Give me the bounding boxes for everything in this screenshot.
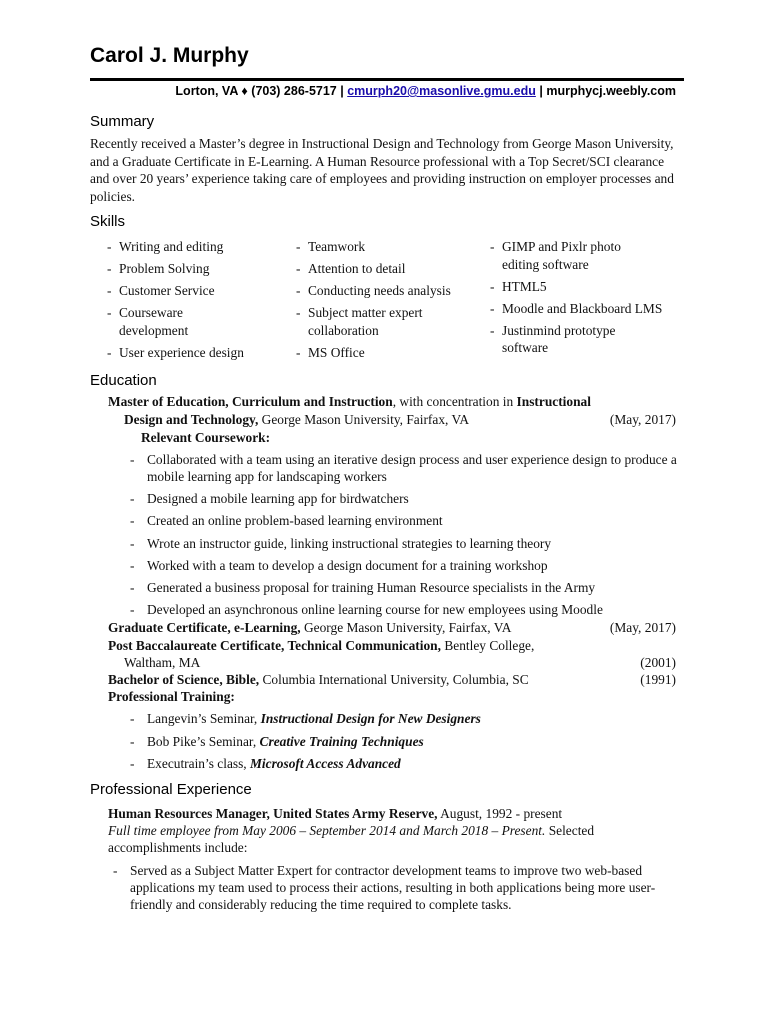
post-bacc-date: (2001) [640, 655, 676, 670]
diamond-icon: ♦ [241, 84, 248, 98]
separator: | [340, 84, 344, 98]
training-item: - Bob Pike’s Seminar, Creative Training Techniques [130, 733, 424, 750]
skill-item: - Teamwork [296, 238, 476, 256]
grad-cert-date: (May, 2017) [609, 620, 676, 635]
separator: | [539, 84, 543, 98]
skill-item: - Moodle and Blackboard LMS [490, 300, 680, 318]
header-rule [90, 78, 684, 81]
skill-item: - Conducting needs analysis [296, 282, 476, 300]
employment-note: Full time employee from May 2006 – September 2014 and March 2018 – Present. Selected [108, 823, 595, 838]
bachelor: Bachelor of Science, Bible, Columbia International University, Columbia, SC [108, 672, 529, 687]
accomplishment-item: - Served as a Subject Matter Expert for contractor development teams to improve two web-based applications my team used to process their actions, resulting in both applications being more user-friendly and considerably reducing the time required to complete tasks. [113, 862, 681, 913]
masters-date: (May, 2017) [609, 412, 676, 427]
experience-heading: Professional Experience [90, 781, 252, 798]
job-title-line: Human Resources Manager, United States Army Reserve, August, 1992 - present [108, 806, 563, 821]
coursework-heading: Relevant Coursework: [141, 430, 271, 445]
location: Lorton, VA [175, 84, 238, 98]
candidate-name: Carol J. Murphy [90, 44, 249, 67]
degree-detail: , with concentration in [392, 394, 517, 409]
coursework-item: - Worked with a team to develop a design document for a training workshop [130, 557, 548, 574]
website: murphycj.weebly.com [546, 84, 676, 98]
skills-column-1 [107, 238, 287, 366]
skill-item: - Justinmind prototype software [490, 322, 662, 357]
post-bacc: Post Baccalaureate Certificate, Technical Communication, Bentley College, [108, 638, 535, 653]
training-heading: Professional Training: [108, 689, 235, 704]
skill-item: - Courseware development [107, 304, 219, 339]
skills-heading: Skills [90, 213, 126, 230]
coursework-item: - Generated a business proposal for training Human Resource specialists in the Army [130, 579, 595, 596]
masters-line-1 [108, 393, 591, 411]
skill-item: - HTML5 [490, 278, 680, 296]
summary-heading: Summary [90, 113, 155, 130]
accomplishments-label: accomplishments include: [108, 840, 248, 855]
coursework-item: - Designed a mobile learning app for birdwatchers [130, 490, 409, 507]
school: George Mason University, Fairfax, VA [258, 412, 470, 427]
skill-item: - MS Office [296, 344, 476, 362]
email-link[interactable]: cmurph20@masonlive.gmu.edu [347, 84, 536, 98]
skill-item: - Customer Service [107, 282, 287, 300]
summary-text: Recently received a Master’s degree in Instructional Design and Technology from George Mason University, and a Graduate Certificate in E-Learning. A Human Resource professional with a Top Secret/SCI clearance and over 20 years’ experience taking care of employees and providing instruction on employer processes and policies. [90, 136, 674, 204]
skill-item: - GIMP and Pixlr photo editing software [490, 238, 652, 273]
training-item: - Executrain’s class, Microsoft Access Advanced [130, 755, 401, 772]
skills-column-2 [296, 238, 476, 366]
skill-item: - Subject matter expert collaboration [296, 304, 458, 339]
coursework-item: - Collaborated with a team using an iterative design process and user experience design to produce a mobile learning app for landscaping workers [130, 451, 686, 485]
phone: (703) 286-5717 [251, 84, 337, 98]
skill-item: - User experience design [107, 344, 287, 362]
skill-item: - Writing and editing [107, 238, 287, 256]
concentration: Instructional [516, 394, 591, 409]
education-heading: Education [90, 372, 157, 389]
coursework-item: - Developed an asynchronous online learning course for new employees using Moodle [130, 601, 603, 618]
post-bacc-location: Waltham, MA [124, 655, 201, 670]
skill-item: - Problem Solving [107, 260, 287, 278]
skills-column-3 [490, 238, 680, 361]
masters-line-2 [124, 411, 469, 429]
concentration: Design and Technology, [124, 412, 259, 427]
coursework-item: - Wrote an instructor guide, linking instructional strategies to learning theory [130, 535, 551, 552]
contact-line [175, 84, 676, 98]
grad-cert: Graduate Certificate, e-Learning, George Mason University, Fairfax, VA [108, 620, 512, 635]
degree-title: Master of Education, Curriculum and Instruction [108, 394, 393, 409]
bachelor-date: (1991) [640, 672, 676, 687]
skill-item: - Attention to detail [296, 260, 476, 278]
coursework-item: - Created an online problem-based learning environment [130, 512, 443, 529]
training-item: - Langevin’s Seminar, Instructional Design for New Designers [130, 710, 481, 727]
